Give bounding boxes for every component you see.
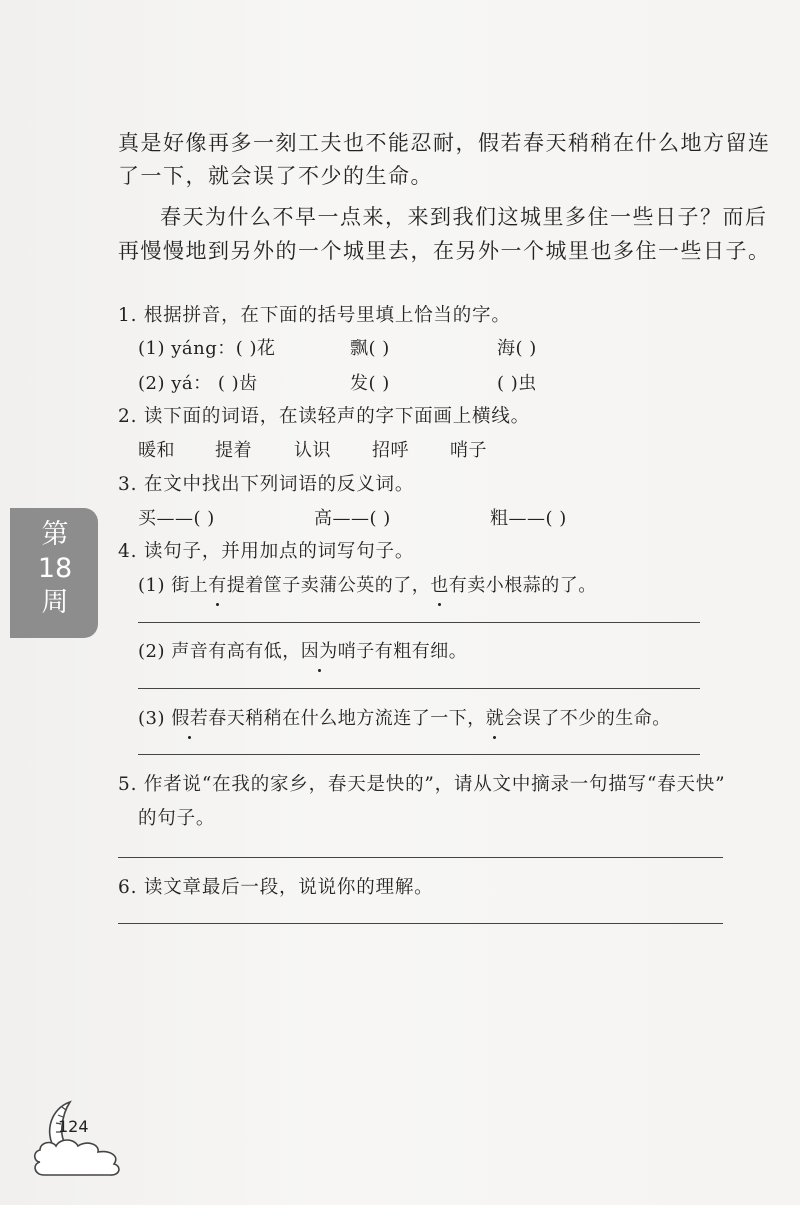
question-2-prompt: 2. 读下面的词语，在读轻声的字下面画上横线。 bbox=[118, 406, 530, 427]
side-tab-line-2: 18 bbox=[37, 553, 73, 584]
q4-s1-part-3: 有卖小根蒜的了。 bbox=[448, 575, 597, 596]
passage-line-2: 了一下，就会误了不少的生命。 bbox=[118, 164, 433, 188]
q2-word-1[interactable]: 暖和 bbox=[138, 440, 175, 461]
q4-s3-label: (3) bbox=[138, 708, 172, 729]
q4-sentence-1 bbox=[138, 571, 597, 597]
q4-s1-dotted-1: 有 bbox=[208, 571, 227, 597]
q4-s3-dotted-1: 假若 bbox=[171, 704, 208, 730]
q4-s3-answer-line[interactable] bbox=[138, 754, 700, 755]
side-tab-line-1: 第 bbox=[41, 519, 69, 550]
q4-s2-part-2: 哨子有粗有细。 bbox=[337, 641, 468, 662]
q4-s1-part-1: 街上 bbox=[171, 575, 209, 596]
q4-s3-part-1: 春天稍稍在什么地方流连了一下， bbox=[208, 708, 486, 729]
q4-s3-dotted-2: 就 bbox=[486, 704, 505, 730]
question-1-prompt: 1. 根据拼音，在下面的括号里填上恰当的字。 bbox=[118, 305, 511, 326]
q4-s2-answer-line[interactable] bbox=[138, 688, 700, 689]
q1-item-1-1[interactable]: (1) yáng：( )花 bbox=[138, 338, 276, 359]
q2-word-3[interactable]: 认识 bbox=[294, 440, 331, 461]
q4-s3-part-2: 会误了不少的生命。 bbox=[504, 708, 671, 729]
q2-word-4[interactable]: 招呼 bbox=[372, 440, 409, 461]
q4-s1-answer-line[interactable] bbox=[138, 622, 700, 623]
question-3-prompt: 3. 在文中找出下列词语的反义词。 bbox=[118, 474, 415, 495]
page-number: 124 bbox=[58, 1117, 89, 1136]
passage-line-3: 春天为什么不早一点来，来到我们这城里多住一些日子？而后 bbox=[160, 205, 768, 229]
q4-s1-part-2: 提着筐子卖蒲公英的了， bbox=[226, 575, 431, 596]
moon-cloud-icon bbox=[30, 1090, 150, 1180]
q1-item-1-3[interactable]: 海( ) bbox=[497, 338, 537, 359]
passage-line-1: 真是好像再多一刻工夫也不能忍耐，假若春天稍稍在什么地方留连 bbox=[118, 131, 771, 155]
q4-sentence-2 bbox=[138, 637, 467, 663]
q4-sentence-3 bbox=[138, 704, 671, 730]
q4-s2-label: (2) bbox=[138, 641, 172, 662]
q1-item-2-3[interactable]: ( )虫 bbox=[497, 373, 537, 394]
question-5-line-1: 5. 作者说“在我的家乡，春天是快的”，请从文中摘录一句描写“春天快” bbox=[118, 774, 726, 795]
question-6-prompt: 6. 读文章最后一段，说说你的理解。 bbox=[118, 877, 434, 898]
q2-word-2[interactable]: 提着 bbox=[215, 440, 252, 461]
q3-item-3[interactable]: 粗——( ) bbox=[490, 508, 567, 529]
week-side-tab-label bbox=[30, 518, 80, 620]
q1-item-2-2[interactable]: 发( ) bbox=[350, 373, 390, 394]
q4-s1-dotted-2: 也 bbox=[430, 571, 449, 597]
side-tab-line-3: 周 bbox=[41, 587, 69, 618]
q2-word-5[interactable]: 哨子 bbox=[450, 440, 487, 461]
q3-item-2[interactable]: 高——( ) bbox=[314, 508, 391, 529]
question-5-line-2: 的句子。 bbox=[138, 808, 216, 829]
passage-line-4: 再慢慢地到另外的一个城里去，在另外一个城里也多住一些日子。 bbox=[118, 239, 771, 263]
q4-s2-part-1: 声音有高有低， bbox=[171, 641, 301, 662]
q1-item-1-2[interactable]: 飘( ) bbox=[350, 338, 390, 359]
q1-item-2-1[interactable]: (2) yá： ( )齿 bbox=[138, 373, 258, 394]
q4-s2-dotted-1: 因为 bbox=[301, 637, 338, 663]
q6-answer-line[interactable] bbox=[118, 923, 723, 924]
q5-answer-line[interactable] bbox=[118, 857, 723, 858]
q3-item-1[interactable]: 买——( ) bbox=[138, 508, 215, 529]
question-4-prompt: 4. 读句子，并用加点的词写句子。 bbox=[118, 541, 415, 562]
q4-s1-label: (1) bbox=[138, 575, 172, 596]
